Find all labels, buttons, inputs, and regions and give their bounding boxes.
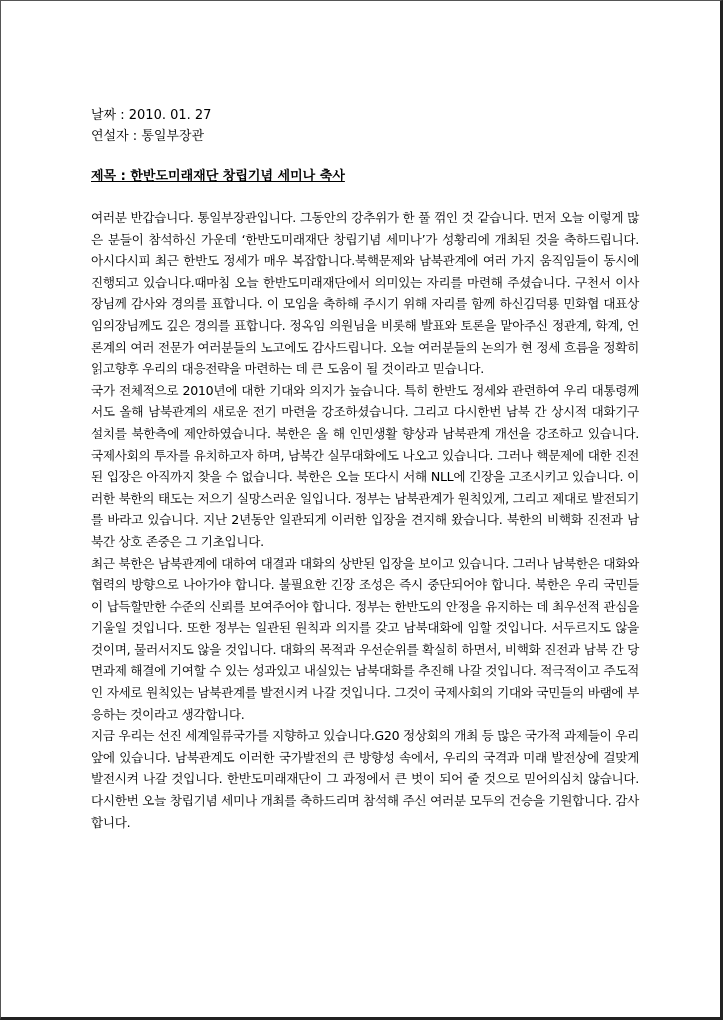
document-meta bbox=[91, 105, 211, 147]
speaker-line: 연설자 : 통일부장관 bbox=[91, 129, 205, 144]
paragraph-3: 최근 북한은 남북관계에 대하여 대결과 대화의 상반된 입장을 보이고 있습니다. 그러나 남북한은 대화와 협력의 방향으로 나아가야 합니다. 불필요한 긴장 조성은 즉시 중단되어야 합니다. 북한은 우리 국민들이 납득할만한 수준의 신뢰를 보여주어야 합니다. 정부는 한반도의 안정을 유지하는 데 최우선적 관심을 기울일 것입니다. 또한 정부는 일관된 원칙과 의지를 갖고 남북대화에 임할 것입니다. 서두르지도 않을 것이며, 물러서지도 않을 것입니다. 대화의 목적과 우선순위를 확실히 하면서, 비핵화 진전과 남북 간 당면과제 해결에 기여할 수 있는 성과있고 내실있는 남북대화를 추진해 나갈 것입니다. 적극적이고 주도적인 자세로 원칙있는 남북관계를 발전시켜 나갈 것입니다. 그것이 국제사회의 기대와 국민들의 바램에 부응하는 것이라고 생각합니다. bbox=[91, 555, 639, 722]
paragraph-2: 국가 전체적으로 2010년에 대한 기대와 의지가 높습니다. 특히 한반도 정세와 관련하여 우리 대통령께서도 올해 남북관계의 새로운 전기 마련을 강조하셨습니다. 그리고 다시한번 남북 간 상시적 대화기구 설치를 북한측에 제안하였습니다. 북한은 올 해 인민생활 향상과 남북관계 개선을 강조하고 있습니다. 국제사회의 투자를 유치하고자 하며, 남북간 실무대화에도 나오고 있습니다. 그러나 핵문제에 대한 진전된 입장은 아직까지 찾을 수 없습니다. 북한은 오늘 또다시 서해 NLL에 긴장을 고조시키고 있습니다. 이러한 북한의 태도는 저으기 실망스러운 일입니다. 정부는 남북관계가 원칙있게, 그리고 제대로 발전되기를 바라고 있습니다. 지난 2년동안 일관되게 이러한 입장을 견지해 왔습니다. 북한의 비핵화 진전과 남북간 상호 존중은 그 기초입니다. bbox=[91, 382, 639, 549]
date-line: 날짜 : 2010. 01. 27 bbox=[91, 108, 212, 123]
speech-body bbox=[91, 207, 639, 833]
paragraph-1: 여러분 반갑습니다. 통일부장관입니다. 그동안의 강추위가 한 풀 꺾인 것 같습니다. 먼저 오늘 이렇게 많은 분들이 참석하신 가운데 ‘한반도미래재단 창립기념 세미나’가 성황리에 개최된 것을 축하드립니다. 아시다시피 최근 한반도 정세가 매우 복잡합니다.북핵문제와 남북관계에 여러 가지 움직임들이 동시에 진행되고 있습니다.때마침 오늘 한반도미래재단에서 의미있는 자리를 마련해 주셨습니다. 구천서 이사장님께 감사와 경의를 표합니다. 이 모임을 축하해 주시기 위해 자리를 함께 하신김덕룡 민화협 대표상임의장님께도 깊은 경의를 표합니다. 정옥임 의원님을 비롯해 발표와 토론을 맡아주신 정관계, 학계, 언론계의 여러 전문가 여러분들의 노고에도 감사드립니다. 오늘 여러분들의 논의가 현 정세 흐름을 정확히 읽고향후 우리의 대응전략을 마련하는 데 큰 도움이 될 것이라고 믿습니다. bbox=[91, 210, 639, 377]
paragraph-4: 지금 우리는 선진 세계일류국가를 지향하고 있습니다.G20 정상회의 개최 등 많은 국가적 과제들이 우리 앞에 있습니다. 남북관계도 이러한 국가발전의 큰 방향성 속에서, 우리의 국격과 미래 발전상에 걸맞게 발전시켜 나갈 것입니다. 한반도미래재단이 그 과정에서 큰 벗이 되어 줄 것으로 믿어의심치 않습니다. 다시한번 오늘 창립기념 세미나 개최를 축하드리며 참석해 주신 여러분 모두의 건승을 기원합니다. 감사합니다. bbox=[91, 728, 639, 830]
document-title: 제목 : 한반도미래재단 창립기념 세미나 축사 bbox=[91, 169, 345, 184]
